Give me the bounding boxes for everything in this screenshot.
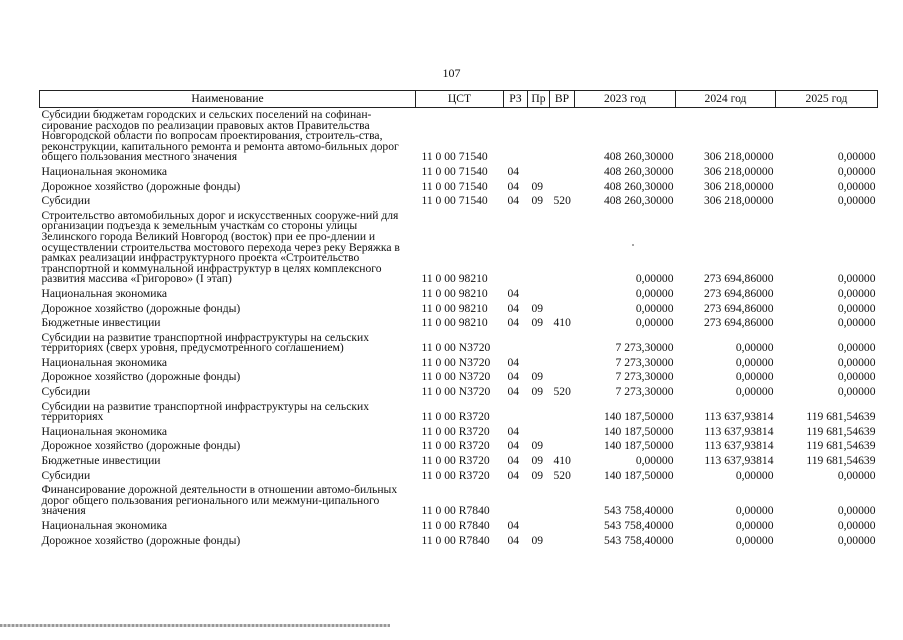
cell-2025: 0,00000	[837, 164, 876, 178]
cell-2024: 0,00000	[735, 468, 774, 482]
cell-vr	[550, 165, 575, 180]
table-row	[40, 469, 878, 484]
cell-vr: 520	[553, 468, 571, 482]
cell-pr	[528, 165, 550, 180]
header-pr: Пр	[528, 91, 550, 108]
table-row	[40, 108, 878, 165]
cell-pr	[528, 209, 550, 287]
cell-pr	[528, 400, 550, 425]
cell-2024: 306 218,00000	[703, 164, 774, 178]
cell-2023: 0,00000	[635, 272, 674, 286]
cell-2025: 0,00000	[837, 355, 876, 369]
table-row	[40, 180, 878, 195]
cell-2025: 0,00000	[837, 179, 876, 193]
cell-rz: 04	[507, 164, 520, 178]
header-vr: ВР	[550, 91, 575, 108]
header-rz: РЗ	[504, 91, 528, 108]
cell-pr: 09	[531, 439, 544, 453]
cell-2023: 408 260,30000	[603, 150, 674, 164]
cell-cst: 11 0 00 98210	[421, 316, 488, 330]
cell-rz: 04	[507, 519, 520, 532]
cell-2023: 7 273,30000	[615, 385, 674, 399]
cell-cst: 11 0 00 R3720	[421, 424, 490, 438]
cell-2024: 0,00000	[735, 519, 774, 532]
cell-2024: 306 218,00000	[703, 179, 774, 193]
cell-pr: 09	[531, 179, 544, 193]
cell-vr	[550, 534, 575, 549]
cell-2023: 543 758,40000	[603, 533, 674, 547]
cell-2023: 140 187,50000	[603, 410, 674, 424]
cell-cst: 11 0 00 R3720	[421, 410, 490, 424]
cell-2024: 306 218,00000	[703, 194, 774, 208]
cell-cst: 11 0 00 R7840	[421, 504, 490, 518]
cell-pr	[528, 287, 550, 302]
cell-cst: 11 0 00 71540	[421, 150, 488, 164]
cell-2025: 119 681,54639	[806, 424, 876, 438]
cell-2025: 0,00000	[837, 301, 876, 315]
cell-2024: 306 218,00000	[703, 150, 774, 164]
cell-pr: 09	[531, 533, 544, 547]
cell-name: Дорожное хозяйство (дорожные фонды)	[41, 179, 241, 193]
cell-2025: 119 681,54639	[806, 454, 876, 468]
table-row	[40, 385, 878, 400]
cell-vr: 410	[553, 454, 571, 468]
budget-table	[39, 90, 878, 548]
cell-2023: 140 187,50000	[603, 468, 674, 482]
cell-vr	[550, 519, 575, 534]
cell-2024: 0,00000	[735, 341, 774, 355]
table-row	[40, 439, 878, 454]
cell-2025: 0,00000	[837, 341, 876, 355]
cell-cst: 11 0 00 N3720	[421, 385, 491, 399]
cell-2023: 408 260,30000	[603, 164, 674, 178]
cell-name: Бюджетные инвестиции	[41, 316, 161, 330]
cell-pr: 09	[531, 301, 544, 315]
cell-name: Национальная экономика	[41, 519, 168, 532]
cell-cst: 11 0 00 R3720	[421, 439, 490, 453]
cell-vr	[550, 331, 575, 356]
cell-2023: 140 187,50000	[603, 424, 674, 438]
cell-rz: 04	[507, 370, 520, 384]
cell-2024: 273 694,86000	[703, 316, 774, 330]
cell-pr	[528, 425, 550, 440]
cell-cst: 11 0 00 N3720	[421, 341, 491, 355]
cell-2023: 7 273,30000	[615, 341, 674, 355]
cell-name: Дорожное хозяйство (дорожные фонды)	[41, 370, 241, 384]
cell-2025: 0,00000	[837, 519, 876, 532]
cell-2023: 408 260,30000	[603, 194, 674, 208]
cell-rz	[504, 209, 528, 287]
cell-rz: 04	[507, 194, 520, 208]
cell-rz: 04	[507, 468, 520, 482]
cell-name: Дорожное хозяйство (дорожные фонды)	[41, 439, 241, 453]
cell-rz: 04	[507, 454, 520, 468]
cell-2025: 0,00000	[837, 316, 876, 330]
cell-2023: 408 260,30000	[603, 179, 674, 193]
cell-2024: 0,00000	[735, 385, 774, 399]
cell-cst: 11 0 00 98210	[421, 286, 488, 300]
table-row	[40, 302, 878, 317]
cell-rz	[504, 331, 528, 356]
cell-name: Субсидии на развитие транспортной инфраструктуры на сельских территориях (сверх уровня, предусмотренного соглашением)	[41, 330, 369, 355]
cell-vr	[550, 439, 575, 454]
cell-2025: 0,00000	[837, 194, 876, 208]
cell-2023: 0,00000	[635, 454, 674, 468]
cell-2023: 543 758,40000	[603, 504, 674, 518]
table-row	[40, 483, 878, 519]
cell-vr	[550, 400, 575, 425]
cell-cst: 11 0 00 71540	[421, 179, 488, 193]
cell-cst: 11 0 00 N3720	[421, 355, 491, 369]
cell-vr: 520	[553, 385, 571, 399]
cell-name: Субсидии	[41, 385, 91, 399]
cell-vr: 410	[553, 316, 571, 330]
cell-cst: 11 0 00 R7840	[421, 519, 490, 532]
cell-2025: 0,00000	[837, 286, 876, 300]
table-row	[40, 534, 878, 549]
cell-pr: 09	[531, 316, 544, 330]
cell-vr	[550, 356, 575, 371]
scan-edge-strip	[0, 624, 390, 627]
cell-vr	[550, 302, 575, 317]
cell-pr	[528, 331, 550, 356]
cell-2024: 113 637,93814	[704, 424, 774, 438]
scan-dot	[632, 244, 634, 246]
cell-rz: 04	[507, 355, 520, 369]
cell-pr: 09	[531, 454, 544, 468]
cell-name: Национальная экономика	[41, 286, 168, 300]
cell-2025: 0,00000	[837, 504, 876, 518]
cell-2025: 119 681,54639	[806, 410, 876, 424]
cell-name: Финансирование дорожной деятельности в отношении автомо-бильных дорог общего пользования регионального или межмуни-ципального значения	[41, 483, 398, 518]
cell-2024: 0,00000	[735, 370, 774, 384]
table-row	[40, 356, 878, 371]
table-body	[40, 108, 878, 549]
table-row	[40, 287, 878, 302]
cell-2024: 113 637,93814	[704, 454, 774, 468]
table-row	[40, 519, 878, 534]
cell-cst: 11 0 00 71540	[421, 194, 488, 208]
table-row	[40, 331, 878, 356]
header-2025: 2025 год	[776, 91, 878, 108]
table-row	[40, 209, 878, 287]
cell-2023: 7 273,30000	[615, 370, 674, 384]
cell-2024: 113 637,93814	[704, 439, 774, 453]
cell-rz: 04	[507, 316, 520, 330]
cell-rz	[504, 483, 528, 519]
cell-2024: 273 694,86000	[703, 272, 774, 286]
header-2023: 2023 год	[575, 91, 676, 108]
cell-2023: 0,00000	[635, 301, 674, 315]
cell-name: Бюджетные инвестиции	[41, 454, 161, 468]
cell-name: Субсидии	[41, 194, 91, 208]
cell-cst: 11 0 00 N3720	[421, 370, 491, 384]
cell-cst: 11 0 00 R3720	[421, 468, 490, 482]
cell-rz	[504, 108, 528, 165]
cell-pr: 09	[531, 468, 544, 482]
cell-2023: 0,00000	[635, 286, 674, 300]
cell-pr	[528, 483, 550, 519]
cell-name: Дорожное хозяйство (дорожные фонды)	[41, 533, 241, 547]
cell-rz	[504, 400, 528, 425]
cell-pr	[528, 519, 550, 534]
cell-2024: 0,00000	[735, 533, 774, 547]
cell-rz: 04	[507, 301, 520, 315]
cell-pr	[528, 356, 550, 371]
cell-name: Национальная экономика	[41, 355, 168, 369]
cell-cst: 11 0 00 R7840	[421, 533, 490, 547]
cell-vr: 520	[553, 194, 571, 208]
cell-vr	[550, 209, 575, 287]
table-row	[40, 165, 878, 180]
cell-2024: 0,00000	[735, 504, 774, 518]
cell-2025: 119 681,54639	[806, 439, 876, 453]
cell-2024: 273 694,86000	[703, 301, 774, 315]
cell-2024: 0,00000	[735, 355, 774, 369]
cell-2024: 113 637,93814	[704, 410, 774, 424]
cell-vr	[550, 108, 575, 165]
cell-2023: 7 273,30000	[615, 355, 674, 369]
cell-name: Субсидии	[41, 468, 91, 482]
cell-vr	[550, 425, 575, 440]
cell-name: Субсидии на развитие транспортной инфраструктуры на сельских территориях	[41, 399, 369, 424]
cell-rz: 04	[507, 533, 520, 547]
header-name: Наименование	[40, 91, 416, 108]
cell-name: Национальная экономика	[41, 424, 168, 438]
cell-pr: 09	[531, 370, 544, 384]
cell-vr	[550, 483, 575, 519]
cell-vr	[550, 287, 575, 302]
cell-name: Строительство автомобильных дорог и искусственных сооруже-ний для организации подъезда к земельным участкам со стороны улицы Зелинского города Великий Новгород (восток) при ее про-длении и осуществлении строительства мостового перехода через реку Веряжка в рамках реализации инфраструктурного проекта «Строительство транспортной и коммунальной инфраструктур в целях комплексного развития массива «Григорово» (I этап)	[41, 208, 400, 286]
cell-2025: 0,00000	[837, 385, 876, 399]
cell-rz: 04	[507, 286, 520, 300]
cell-pr: 09	[531, 385, 544, 399]
table-row	[40, 425, 878, 440]
cell-2025: 0,00000	[837, 468, 876, 482]
cell-name: Дорожное хозяйство (дорожные фонды)	[41, 301, 241, 315]
cell-2025: 0,00000	[837, 533, 876, 547]
table-row	[40, 194, 878, 209]
cell-2025: 0,00000	[837, 272, 876, 286]
table-row	[40, 454, 878, 469]
cell-2023: 0,00000	[635, 316, 674, 330]
cell-2025: 0,00000	[837, 370, 876, 384]
header-row	[40, 91, 878, 108]
header-cst: ЦСТ	[416, 91, 504, 108]
cell-name: Субсидии бюджетам городских и сельских поселений на софинан-сирование расходов по реализации правовых актов Правительства Новгородской области по вопросам проектирования, строитель-ства, реконструкции, капитального ремонта и ремонта автомо-бильных дорог общего пользования местного значения	[41, 108, 399, 164]
cell-rz: 04	[507, 439, 520, 453]
page-number: 107	[442, 66, 461, 80]
header-2024: 2024 год	[676, 91, 776, 108]
cell-2023: 543 758,40000	[603, 519, 674, 532]
cell-pr: 09	[531, 194, 544, 208]
table-row	[40, 400, 878, 425]
cell-pr	[528, 108, 550, 165]
cell-2025: 0,00000	[837, 150, 876, 164]
cell-cst: 11 0 00 71540	[421, 164, 488, 178]
cell-vr	[550, 180, 575, 195]
cell-rz: 04	[507, 385, 520, 399]
cell-cst: 11 0 00 R3720	[421, 454, 490, 468]
cell-rz: 04	[507, 424, 520, 438]
table-row	[40, 316, 878, 331]
cell-cst: 11 0 00 98210	[421, 272, 488, 286]
cell-name: Национальная экономика	[41, 164, 168, 178]
cell-cst: 11 0 00 98210	[421, 301, 488, 315]
table-row	[40, 370, 878, 385]
cell-vr	[550, 370, 575, 385]
cell-2023: 140 187,50000	[603, 439, 674, 453]
cell-rz: 04	[507, 179, 520, 193]
cell-2024: 273 694,86000	[703, 286, 774, 300]
